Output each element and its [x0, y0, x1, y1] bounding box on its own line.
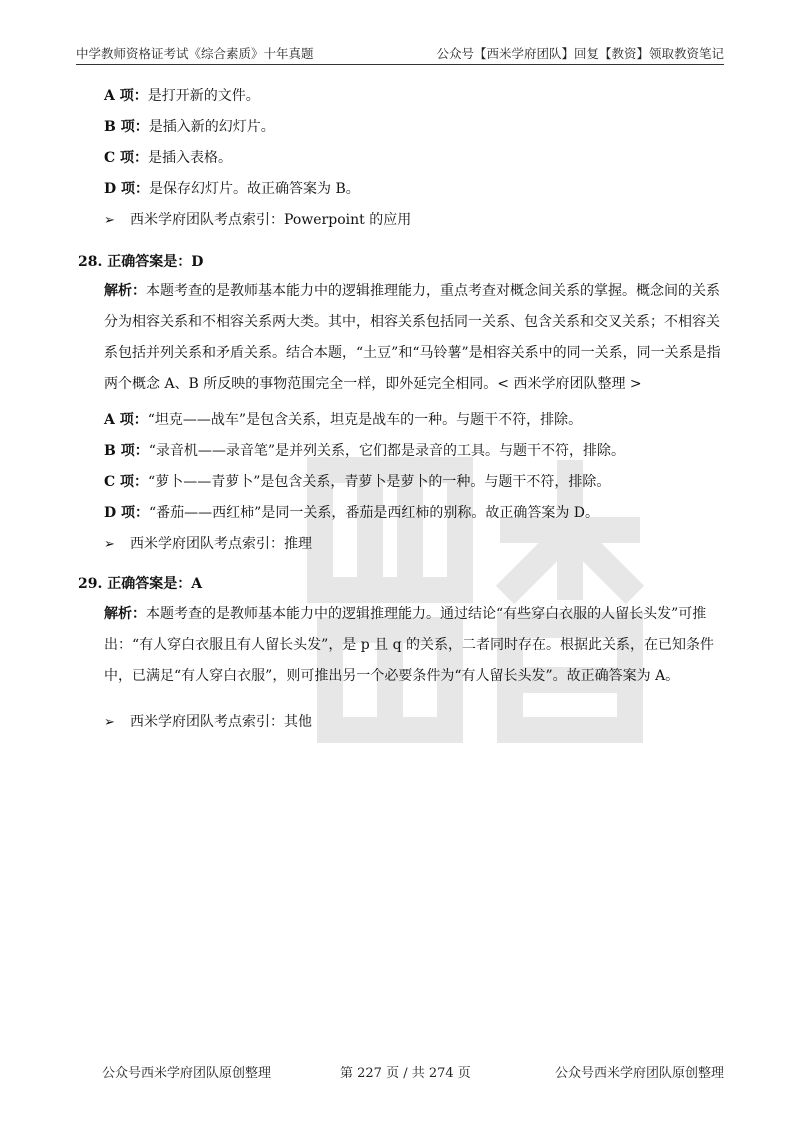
footer-right: 公众号西米学府团队原创整理 [555, 1066, 725, 1081]
arrowhead-bullet-icon: ➢ [104, 537, 115, 552]
q28-option-a: A 项：“坦克——战车”是包含关系，坦克是战车的一种。与题干不符，排除。 [104, 412, 583, 428]
q27-option-a: A 项：是打开新的文件。 [104, 88, 260, 104]
header-promo: 公众号【西米学府团队】回复【教资】领取教资笔记 [436, 46, 724, 61]
q27-option-d: D 项：是保存幻灯片。故正确答案为 B。 [104, 181, 360, 197]
header-title: 中学教师资格证考试《综合素质》十年真题 [76, 46, 314, 61]
q27-option-c: C 项：是插入表格。 [104, 150, 233, 166]
q28-option-d: D 项：“番茄——西红柿”是同一关系，番茄是西红柿的别称。故正确答案为 D。 [104, 505, 600, 521]
footer-left: 公众号西米学府团队原创整理 [102, 1066, 272, 1081]
q27-index: ➢ 西米学府团队考点索引：Powerpoint 的应用 [104, 210, 411, 231]
q29-index: ➢ 西米学府团队考点索引：其他 [104, 712, 312, 733]
q28-option-b: B 项：“录音机——录音笔”是并列关系，它们都是录音的工具。与题干不符，排除。 [104, 443, 626, 459]
q28-heading: 28. 正确答案是：D [78, 254, 204, 270]
q28-analysis: 解析：本题考查的是教师基本能力中的逻辑推理能力，重点考查对概念间关系的掌握。概念间的关系分为相容关系和不相容关系两大类。其中，相容关系包括同一关系、包含关系和交叉关系；不相容关系包括并列关系和矛盾关系。结合本题，“土豆”和“马铃薯”是相容关系中的同一关系，同一关系是指两个概念 A、B 所反映的事物范围完全一样，即外延完全相同。< 西米学府团队整理 > [104, 283, 721, 392]
arrowhead-bullet-icon: ➢ [104, 715, 115, 730]
page-number: 第 227 页 / 共 274 页 [340, 1066, 471, 1081]
page-header [76, 40, 724, 65]
q27-option-b: B 项：是插入新的幻灯片。 [104, 119, 275, 135]
q28-option-c: C 项：“萝卜——青萝卜”是包含关系，青萝卜是萝卜的一种。与题干不符，排除。 [104, 474, 611, 490]
q28-index: ➢ 西米学府团队考点索引：推理 [104, 534, 312, 555]
arrowhead-bullet-icon: ➢ [104, 213, 115, 228]
q29-heading: 29. 正确答案是：A [78, 576, 203, 592]
q29-analysis: 解析：本题考查的是教师基本能力中的逻辑推理能力。通过结论“有些穿白衣服的人留长头发”可推出：“有人穿白衣服且有人留长头发”，是 p 且 q 的关系，二者同时存在。根据此关系，在已知条件中，已满足“有人穿白衣服”，则可推出另一个必要条件为“有人留长头发”。故正确答案为 A。 [104, 606, 715, 684]
